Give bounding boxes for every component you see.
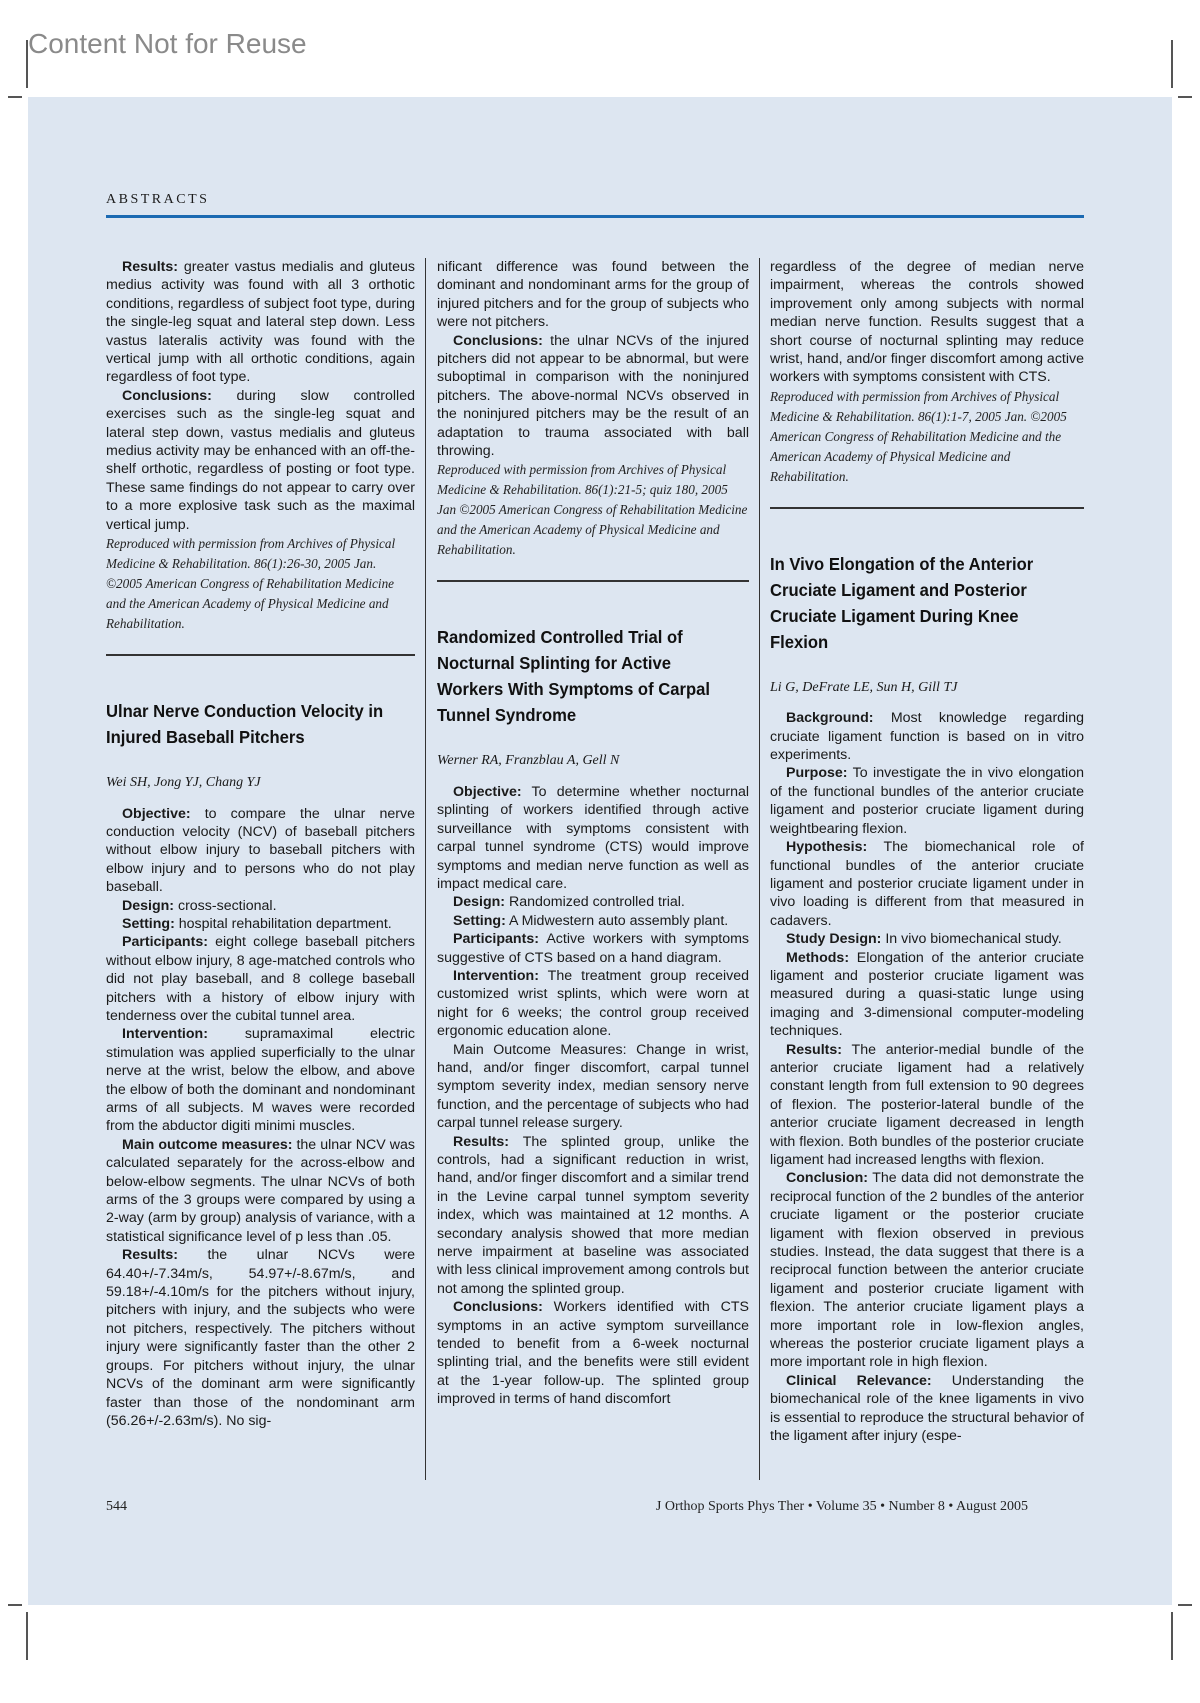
paragraph: Objective: to compare the ulnar nerve conduction velocity (NCV) of baseball pitchers without elbow injury to baseball pitchers with elbow injury and to persons who do not play baseball.	[106, 805, 415, 896]
paragraph: Main Outcome Measures: Change in wrist, hand, and/or finger discomfort, carpal tunnel symptom severity index, median sensory nerve function, and the percentage of subjects who had carpal tunnel release surgery.	[437, 1041, 749, 1132]
crop-mark	[1171, 40, 1173, 88]
crop-mark	[26, 40, 28, 88]
crop-mark	[1178, 1604, 1192, 1606]
crop-mark	[8, 96, 22, 98]
paragraph: Results: The splinted group, unlike the controls, had a significant reduction in wrist, hand, and/or finger discomfort and a similar trend in the Levine carpal tunnel symptom severity index, which was maintained at 12 months. A secondary analysis showed that more median nerve impairment at baseline was associated with less clinical improvement among controls but not among the splinted group.	[437, 1133, 749, 1297]
paragraph: Conclusions: during slow controlled exercises such as the single-leg squat and lateral step down, vastus medialis and gluteus medius activity may be enhanced with an off-the-shelf orthotic, regardless of posting or foot type. These same findings do not appear to carry over to a more explosive task such as the maximal vertical jump.	[106, 387, 415, 533]
credit-line: Reproduced with permission from Archives of Physical Medicine & Rehabilitation. 86(1):1-7, 2005 Jan. ©2005 American Congress of Rehabilitation Medicine and the American Academy of Physical Medicine and Rehabilitation.	[770, 388, 1067, 484]
authors: Werner RA, Franzblau A, Gell N	[437, 753, 620, 769]
journal-page	[28, 97, 1172, 1605]
paragraph: Intervention: The treatment group received customized wrist splints, which were worn at night for 6 weeks; the control group received ergonomic education alone.	[437, 967, 749, 1040]
credit-line: Reproduced with permission from Archives of Physical Medicine & Rehabilitation. 86(1):26-30, 2005 Jan. ©2005 American Congress of Rehabilitation Medicine and the American Academy of Physical Medicine and Rehabilitation.	[106, 536, 396, 632]
separator-rule	[770, 507, 1084, 509]
credit-line: Reproduced with permission from Archives of Physical Medicine & Rehabilitation. 86(1):21-5; quiz 180, 2005 Jan ©2005 American Congress of Rehabilitation Medicine and the American Academy of Physical Medicine and Rehabilitation.	[437, 462, 748, 558]
article-title: In Vivo Elongation of the Anterior Cruciate Ligament and Posterior Cruciate Ligament During Knee Flexion	[770, 553, 1034, 652]
paragraph: Intervention: supramaximal electric stimulation was applied superficially to the ulnar nerve at the wrist, below the elbow, and above the elbow of both the dominant and nondominant arms of all subjects. M waves were recorded from the abductor digiti minimi muscles.	[106, 1026, 415, 1135]
paragraph: Methods: Elongation of the anterior cruciate ligament and posterior cruciate ligament was measured during a quasi-static lunge using imaging and 3-dimensional computer-modeling techniques.	[770, 949, 1084, 1040]
journal-citation: J Orthop Sports Phys Ther • Volume 35 • Number 8 • August 2005	[655, 1499, 1028, 1514]
paragraph: Background: Most knowledge regarding cruciate ligament function is based on in vitro experiments.	[770, 710, 1084, 764]
column-3	[770, 258, 1084, 1480]
crop-mark	[8, 1604, 22, 1606]
paragraph: Participants: Active workers with symptoms suggestive of CTS based on a hand diagram.	[437, 931, 749, 966]
column-2	[437, 258, 749, 1480]
watermark: Content Not for Reuse	[28, 28, 307, 59]
label: Conclusions:	[122, 387, 212, 404]
paragraph: Clinical Relevance: Understanding the biomechanical role of the knee ligaments in vivo is essential to reproduce the structural behavior of the ligament after injury (espe-	[770, 1372, 1084, 1445]
separator-rule	[106, 654, 415, 656]
section-heading: ABSTRACTS	[106, 192, 210, 207]
header-rule	[106, 215, 1084, 218]
separator-rule	[437, 580, 749, 582]
paragraph: nificant difference was found between the dominant and nondominant arms for the group of injured pitchers and for the group of subjects who were not pitchers.	[437, 259, 749, 331]
paragraph: Design: cross-sectional.	[122, 897, 277, 914]
paragraph: Participants: eight college baseball pitchers without elbow injury, 8 age-matched controls who did not play baseball, and 8 college baseball pitchers with a history of elbow injury with tenderness over the cubital tunnel area.	[106, 934, 415, 1024]
label: Results:	[122, 259, 178, 275]
crop-mark	[26, 1612, 28, 1660]
column-divider	[425, 258, 426, 1480]
paragraph: Study Design: In vivo biomechanical study.	[786, 931, 1062, 948]
paragraph: Setting: A Midwestern auto assembly plant.	[453, 912, 729, 929]
page-number: 544	[106, 1499, 127, 1514]
column-1	[106, 258, 415, 1480]
column-divider	[759, 258, 760, 1480]
authors: Li G, DeFrate LE, Sun H, Gill TJ	[770, 679, 958, 695]
paragraph: Purpose: To investigate the in vivo elongation of the functional bundles of the anterior cruciate ligament and posterior cruciate ligament during weightbearing flexion.	[770, 765, 1084, 837]
paragraph: Results: the ulnar NCVs were 64.40+/-7.34m/s, 54.97+/-8.67m/s, and 59.18+/-4.10m/s for the pitchers without injury, pitchers with injury, and the subjects who were not pitchers, respectively. The pitchers without injury were significantly faster than the other 2 groups. For pitchers without injury, the ulnar NCVs of the dominant arm were significantly faster than those of the nondominant arm (56.26+/-2.63m/s). No sig-	[106, 1247, 415, 1429]
paragraph: Conclusions: Workers identified with CTS symptoms in an active symptom surveillance tended to benefit from a 6-week nocturnal splinting trial, and the benefits were still evident at the 1-year follow-up. The splinted group improved in terms of hand discomfort	[437, 1299, 749, 1408]
article-title: Randomized Controlled Trial of Nocturnal Splinting for Active Workers With Symptoms of Carpal Tunnel Syndrome	[437, 627, 710, 726]
paragraph: Conclusion: The data did not demonstrate the reciprocal function of the 2 bundles of the anterior cruciate ligament or the posterior cruciate ligament with flexion observed in previous studies. Instead, the data suggest that there is a reciprocal function between the anterior cruciate ligament and posterior cruciate ligament with flexion. The anterior cruciate ligament plays a more important role in low-flexion angles, whereas the posterior cruciate ligament plays a more important role in high flexion.	[770, 1170, 1084, 1371]
authors: Wei SH, Jong YJ, Chang YJ	[106, 775, 261, 791]
paragraph: Results: The anterior-medial bundle of the anterior cruciate ligament had a relatively constant length from full extension to 90 degrees of flexion. The posterior-lateral bundle of the anterior cruciate ligament decreased in length with flexion. Both bundles of the posterior cruciate ligament had increased lengths with flexion.	[770, 1041, 1084, 1168]
paragraph: Main outcome measures: the ulnar NCV was calculated separately for the across-elbow and below-elbow segments. The ulnar NCVs of both arms of the 3 groups were compared by using a 2-way (arm by group) analysis of variance, with a statistical significance level of p less than .05.	[106, 1136, 415, 1245]
article-title: Ulnar Nerve Conduction Velocity in Injured Baseball Pitchers	[106, 701, 384, 748]
paragraph: Design: Randomized controlled trial.	[453, 894, 685, 911]
paragraph: Conclusions: the ulnar NCVs of the injured pitchers did not appear to be abnormal, but were suboptimal in comparison with the noninjured pitchers. The above-normal NCVs observed in the noninjured pitchers may be the result of an adaptation to trauma associated with ball throwing.	[437, 332, 749, 460]
crop-mark	[1171, 1612, 1173, 1660]
paragraph: Setting: hospital rehabilitation department.	[122, 915, 392, 932]
paragraph: Hypothesis: The biomechanical role of functional bundles of the anterior cruciate ligament and posterior cruciate ligament under in vivo loading is different from that measured in cadavers.	[770, 839, 1084, 929]
paragraph: Objective: To determine whether nocturnal splinting of workers identified through active surveillance with symptoms consistent with carpal tunnel syndrome (CTS) would improve symptoms and median nerve function as well as impact medical care.	[437, 783, 749, 892]
crop-mark	[1178, 96, 1192, 98]
paragraph: regardless of the degree of median nerve impairment, whereas the controls showed improvement only among subjects with normal median nerve function. Results suggest that a short course of nocturnal splinting may reduce wrist, hand, and/or finger discomfort among active workers with symptoms consistent with CTS.	[770, 259, 1084, 386]
paragraph: Results: greater vastus medialis and gluteus medius activity was found with all 3 orthotic conditions, regardless of subject foot type, during the single-leg squat and lateral step down. Less vastus lateralis activity was found with the vertical jump with all orthotic conditions, again regardless of foot type.	[106, 259, 415, 386]
